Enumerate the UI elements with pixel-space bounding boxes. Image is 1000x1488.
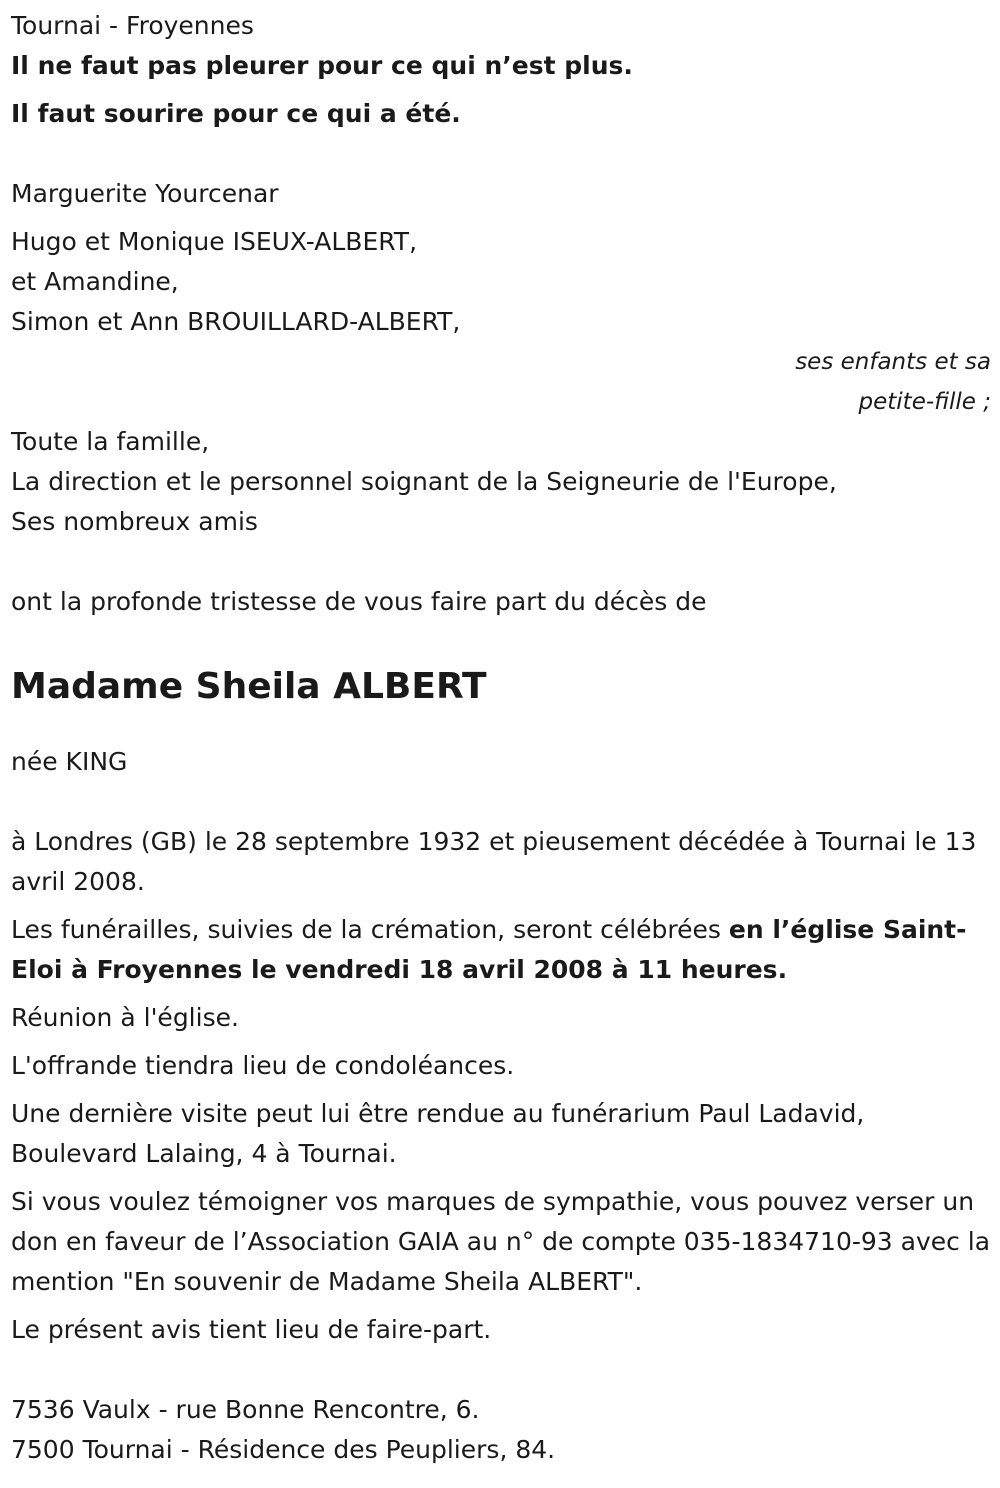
relation-line-1: ses enfants et sa <box>795 349 991 375</box>
donation-info: Si vous voulez témoigner vos marques de sympathie, vous pouvez verser un don en faveur de l’Association GAIA au n° de compte 035-1834710-93 avec la mention "En souvenir de Madame Sheila ALBERT". <box>11 1187 991 1296</box>
others-line: La direction et le personnel soignant de la Seigneurie de l'Europe, <box>11 467 837 496</box>
notice-info: Le présent avis tient lieu de faire-part. <box>11 1315 492 1344</box>
funeral-place-time: en l’église Saint-Eloi à Froyennes le vendredi 18 avril 2008 à 11 heures. <box>11 915 967 984</box>
children-list <box>11 222 991 342</box>
child-line: Simon et Ann BROUILLARD-ALBERT, <box>11 307 461 336</box>
maiden-name: née KING <box>11 747 128 776</box>
child-line: Hugo et Monique ISEUX-ALBERT, <box>11 227 418 256</box>
birth-death: à Londres (GB) le 28 septembre 1932 et pieusement décédée à Tournai le 13 avril 2008. <box>11 827 977 896</box>
others-list <box>11 422 991 542</box>
obituary-notice <box>11 6 991 1470</box>
deceased-name: Madame Sheila ALBERT <box>11 666 487 707</box>
address-line: 7500 Tournai - Résidence des Peupliers, 84. <box>11 1435 556 1464</box>
funeral-intro: Les funérailles, suivies de la crémation, seront célébrées <box>11 915 729 944</box>
quote-line-1: Il ne faut pas pleurer pour ce qui n’est plus. <box>11 51 633 80</box>
child-line: et Amandine, <box>11 267 179 296</box>
location-header: Tournai - Froyennes <box>11 11 254 40</box>
funeral-info <box>11 910 991 990</box>
relation-line-2: petite-fille ; <box>858 389 991 415</box>
others-line: Toute la famille, <box>11 427 210 456</box>
visit-info: Une dernière visite peut lui être rendue au funérarium Paul Ladavid, Boulevard Lalaing, 4 à Tournai. <box>11 1099 865 1168</box>
quote-author: Marguerite Yourcenar <box>11 179 279 208</box>
meeting-info: Réunion à l'église. <box>11 1003 239 1032</box>
offering-info: L'offrande tiendra lieu de condoléances. <box>11 1051 515 1080</box>
announcement: ont la profonde tristesse de vous faire part du décès de <box>11 587 707 616</box>
address-line: 7536 Vaulx - rue Bonne Rencontre, 6. <box>11 1395 480 1424</box>
others-line: Ses nombreux amis <box>11 507 258 536</box>
address-list <box>11 1390 991 1470</box>
quote-line-2: Il faut sourire pour ce qui a été. <box>11 99 461 128</box>
